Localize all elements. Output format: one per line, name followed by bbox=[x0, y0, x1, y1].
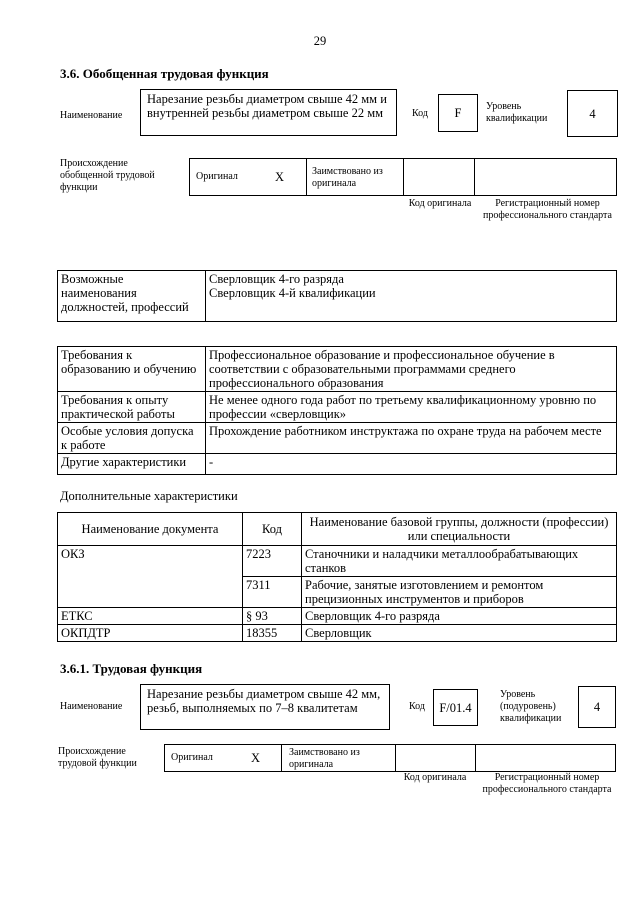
cell-code: 7223 bbox=[243, 546, 302, 577]
requirements-table bbox=[57, 346, 617, 475]
positions-table bbox=[57, 270, 617, 322]
divider bbox=[281, 745, 282, 771]
req-value: Профессиональное образование и профессиональное обучение в соответствии с образовательными программами среднего профессионального образования bbox=[206, 347, 617, 392]
sub-code-value: F/01.4 bbox=[433, 689, 478, 726]
position-line: Сверловщик 4-й квалификации bbox=[209, 286, 376, 300]
divider bbox=[403, 159, 404, 195]
sub-reg-number-caption: Регистрационный номер профессионального стандарта bbox=[482, 772, 612, 795]
name-label: Наименование bbox=[60, 110, 123, 121]
header-doc: Наименование документа bbox=[58, 513, 243, 546]
sub-original-label: Оригинал bbox=[171, 752, 213, 763]
sub-name-label: Наименование bbox=[60, 701, 123, 712]
positions-value bbox=[206, 271, 617, 322]
code-original-caption: Код оригинала bbox=[408, 198, 472, 209]
req-value: - bbox=[206, 454, 617, 475]
sub-borrowed-label: Заимствовано из оригинала bbox=[289, 747, 360, 770]
subsection-title: 3.6.1. Трудовая функция bbox=[60, 661, 203, 676]
position-line: Сверловщик 4-го разряда bbox=[209, 272, 344, 286]
origin-label: Происхождение обобщенной трудовой функции bbox=[60, 158, 155, 193]
sub-level-label: Уровень (подуровень) квалификации bbox=[500, 689, 562, 724]
cell-name: Рабочие, занятые изготовлением и ремонтом прецизионных инструментов и приборов bbox=[302, 577, 617, 608]
req-label: Требования к опыту практической работы bbox=[58, 392, 206, 423]
page-number: 29 bbox=[313, 34, 327, 48]
req-label: Другие характеристики bbox=[58, 454, 206, 475]
divider bbox=[474, 159, 475, 195]
divider bbox=[395, 745, 396, 771]
positions-label: Возможные наименования должностей, профессий bbox=[58, 271, 206, 322]
name-value: Нарезание резьбы диаметром свыше 42 мм и внутренней резьбы диаметром свыше 22 мм bbox=[140, 89, 397, 136]
origin-box bbox=[189, 158, 617, 196]
cell-doc: ОКЗ bbox=[58, 546, 243, 608]
original-mark: X bbox=[275, 170, 285, 184]
code-value: F bbox=[438, 94, 478, 132]
req-value: Прохождение работником инструктажа по охране труда на рабочем месте bbox=[206, 423, 617, 454]
cell-name: Сверловщик bbox=[302, 625, 617, 642]
header-code: Код bbox=[243, 513, 302, 546]
level-value: 4 bbox=[567, 90, 618, 137]
divider bbox=[475, 745, 476, 771]
sub-origin-box bbox=[164, 744, 616, 772]
sub-original-mark: X bbox=[251, 751, 261, 765]
cell-name: Сверловщик 4-го разряда bbox=[302, 608, 617, 625]
original-label: Оригинал bbox=[196, 171, 238, 182]
cell-doc: ОКПДТР bbox=[58, 625, 243, 642]
cell-code: § 93 bbox=[243, 608, 302, 625]
header-name: Наименование базовой группы, должности (профессии) или специальности bbox=[302, 513, 617, 546]
cell-name: Станочники и наладчики металлообрабатывающих станков bbox=[302, 546, 617, 577]
sub-origin-label: Происхождение трудовой функции bbox=[58, 746, 137, 769]
level-label: Уровень квалификации bbox=[486, 101, 548, 124]
cell-code: 18355 bbox=[243, 625, 302, 642]
sub-code-original-caption: Код оригинала bbox=[403, 772, 467, 783]
cell-doc: ЕТКС bbox=[58, 608, 243, 625]
code-label: Код bbox=[412, 108, 428, 119]
reg-number-caption: Регистрационный номер профессионального стандарта bbox=[483, 198, 612, 221]
divider bbox=[306, 159, 307, 195]
additional-title: Дополнительные характеристики bbox=[60, 489, 238, 503]
sub-level-value: 4 bbox=[578, 686, 616, 728]
req-value: Не менее одного года работ по третьему квалификационному уровню по профессии «сверловщик» bbox=[206, 392, 617, 423]
section-title: 3.6. Обобщенная трудовая функция bbox=[60, 66, 269, 81]
sub-name-value: Нарезание резьбы диаметром свыше 42 мм, резьб, выполняемых по 7–8 квалитетам bbox=[140, 684, 390, 730]
borrowed-label: Заимствовано из оригинала bbox=[312, 166, 383, 189]
additional-table bbox=[57, 512, 617, 642]
req-label: Требования к образованию и обучению bbox=[58, 347, 206, 392]
sub-code-label: Код bbox=[409, 701, 425, 712]
cell-code: 7311 bbox=[243, 577, 302, 608]
req-label: Особые условия допуска к работе bbox=[58, 423, 206, 454]
